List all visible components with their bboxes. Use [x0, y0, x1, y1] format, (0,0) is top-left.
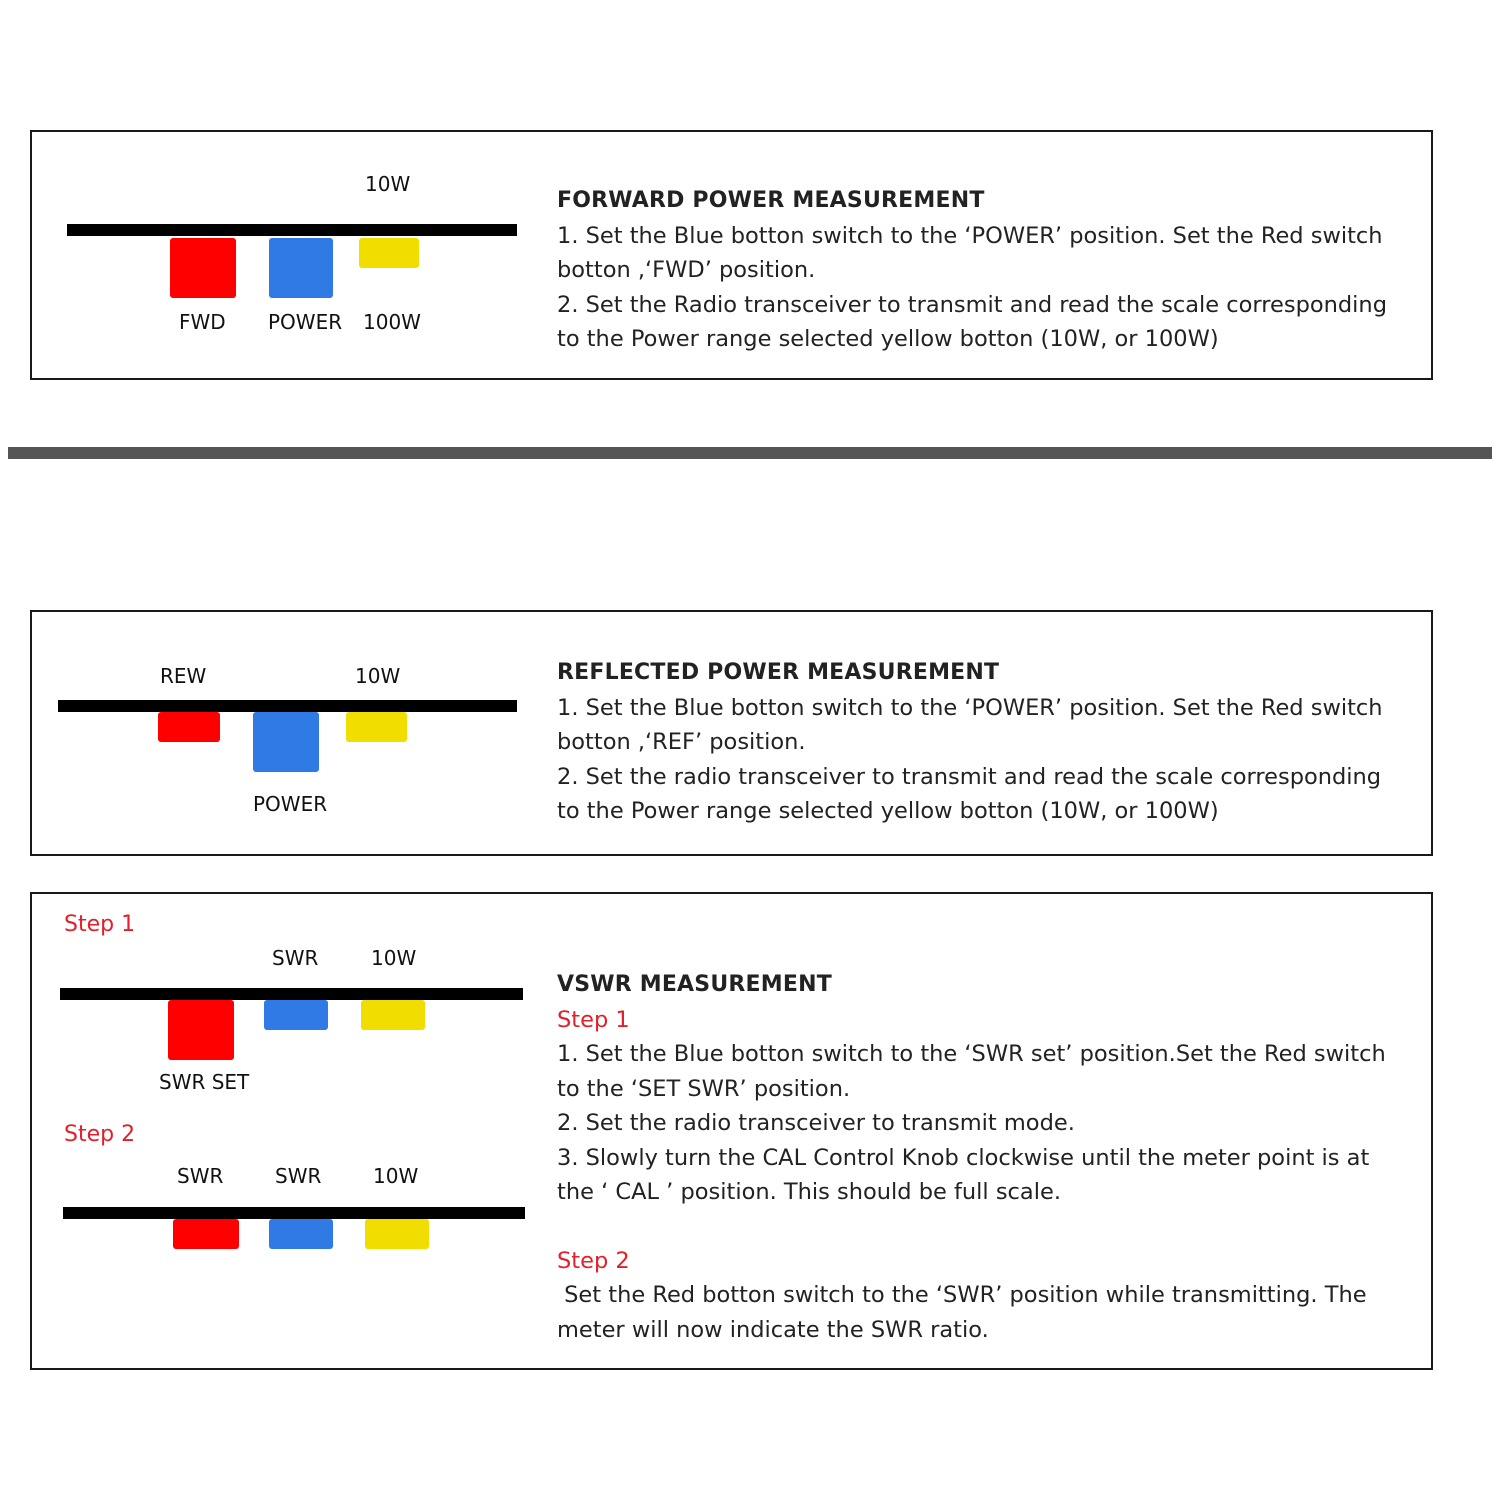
section-divider — [8, 447, 1492, 459]
label-power: POWER — [268, 310, 343, 334]
instruction-line: 2. Set the radio transceiver to transmit mode. — [557, 1110, 1075, 1136]
label-100w: 100W — [363, 310, 421, 334]
blue-switch-button[interactable] — [269, 238, 333, 298]
label-10w: 10W — [373, 1164, 419, 1188]
label-10w: 10W — [365, 172, 411, 196]
instruction-line: meter will now indicate the SWR ratio. — [557, 1316, 989, 1343]
section-title: VSWR MEASUREMENT — [557, 972, 832, 997]
switch-bar — [60, 988, 523, 1000]
red-switch-button[interactable] — [158, 712, 220, 742]
label-rew: REW — [160, 664, 207, 688]
yellow-switch-button[interactable] — [365, 1219, 429, 1249]
instruction-line: 2. Set the Radio transceiver to transmit and read the scale corresponding — [557, 291, 1387, 318]
label-swr: SWR — [177, 1164, 224, 1188]
diagram-step-1-label: Step 1 — [64, 912, 136, 937]
instruction-line: botton ,‘FWD’ position. — [557, 257, 816, 283]
blue-switch-button[interactable] — [269, 1219, 333, 1249]
switch-bar — [58, 700, 517, 712]
label-fwd: FWD — [179, 310, 226, 334]
step-1-heading: Step 1 — [557, 1006, 630, 1033]
vswr-panel — [30, 892, 1433, 1370]
yellow-switch-button[interactable] — [359, 238, 419, 268]
instruction-line: to the Power range selected yellow botton (10W, or 100W) — [557, 798, 1219, 824]
label-swr: SWR — [275, 1164, 322, 1188]
yellow-switch-button[interactable] — [346, 712, 407, 742]
section-title: REFLECTED POWER MEASUREMENT — [557, 660, 1000, 685]
forward-instructions — [557, 184, 1417, 357]
instruction-line: 3. Slowly turn the CAL Control Knob clockwise until the meter point is at — [557, 1144, 1370, 1171]
instruction-line: 1. Set the Blue botton switch to the ‘SWR set’ position.Set the Red switch — [557, 1041, 1386, 1067]
label-swr-set: SWR SET — [159, 1070, 250, 1094]
instruction-line: to the ‘SET SWR’ position. — [557, 1075, 851, 1102]
reflected-instructions — [557, 656, 1417, 829]
label-10w: 10W — [371, 946, 417, 970]
instruction-line: botton ,‘REF’ position. — [557, 729, 806, 755]
forward-power-panel — [30, 130, 1433, 380]
vswr-instructions — [557, 968, 1417, 1347]
switch-bar — [63, 1207, 525, 1219]
label-swr: SWR — [272, 946, 319, 970]
diagram-step-2-label: Step 2 — [64, 1122, 136, 1147]
label-power: POWER — [253, 792, 328, 816]
spacer — [557, 1210, 1417, 1244]
instruction-line: the ‘ CAL ’ position. This should be full scale. — [557, 1179, 1061, 1205]
instruction-line: 1. Set the Blue botton switch to the ‘POWER’ position. Set the Red switch — [557, 222, 1383, 249]
blue-switch-button[interactable] — [253, 712, 319, 772]
section-title: FORWARD POWER MEASUREMENT — [557, 188, 985, 213]
instruction-line: Set the Red botton switch to the ‘SWR’ position while transmitting. The — [557, 1282, 1367, 1308]
reflected-power-panel — [30, 610, 1433, 856]
label-10w: 10W — [355, 664, 401, 688]
blue-switch-button[interactable] — [264, 1000, 328, 1030]
instruction-line: 2. Set the radio transceiver to transmit and read the scale corresponding — [557, 763, 1382, 790]
red-switch-button[interactable] — [168, 1000, 234, 1060]
red-switch-button[interactable] — [170, 238, 236, 298]
switch-bar — [67, 224, 517, 236]
instruction-line: 1. Set the Blue botton switch to the ‘POWER’ position. Set the Red switch — [557, 694, 1383, 721]
step-2-heading: Step 2 — [557, 1247, 630, 1274]
instruction-line: to the Power range selected yellow botton (10W, or 100W) — [557, 326, 1219, 352]
yellow-switch-button[interactable] — [361, 1000, 425, 1030]
red-switch-button[interactable] — [173, 1219, 239, 1249]
